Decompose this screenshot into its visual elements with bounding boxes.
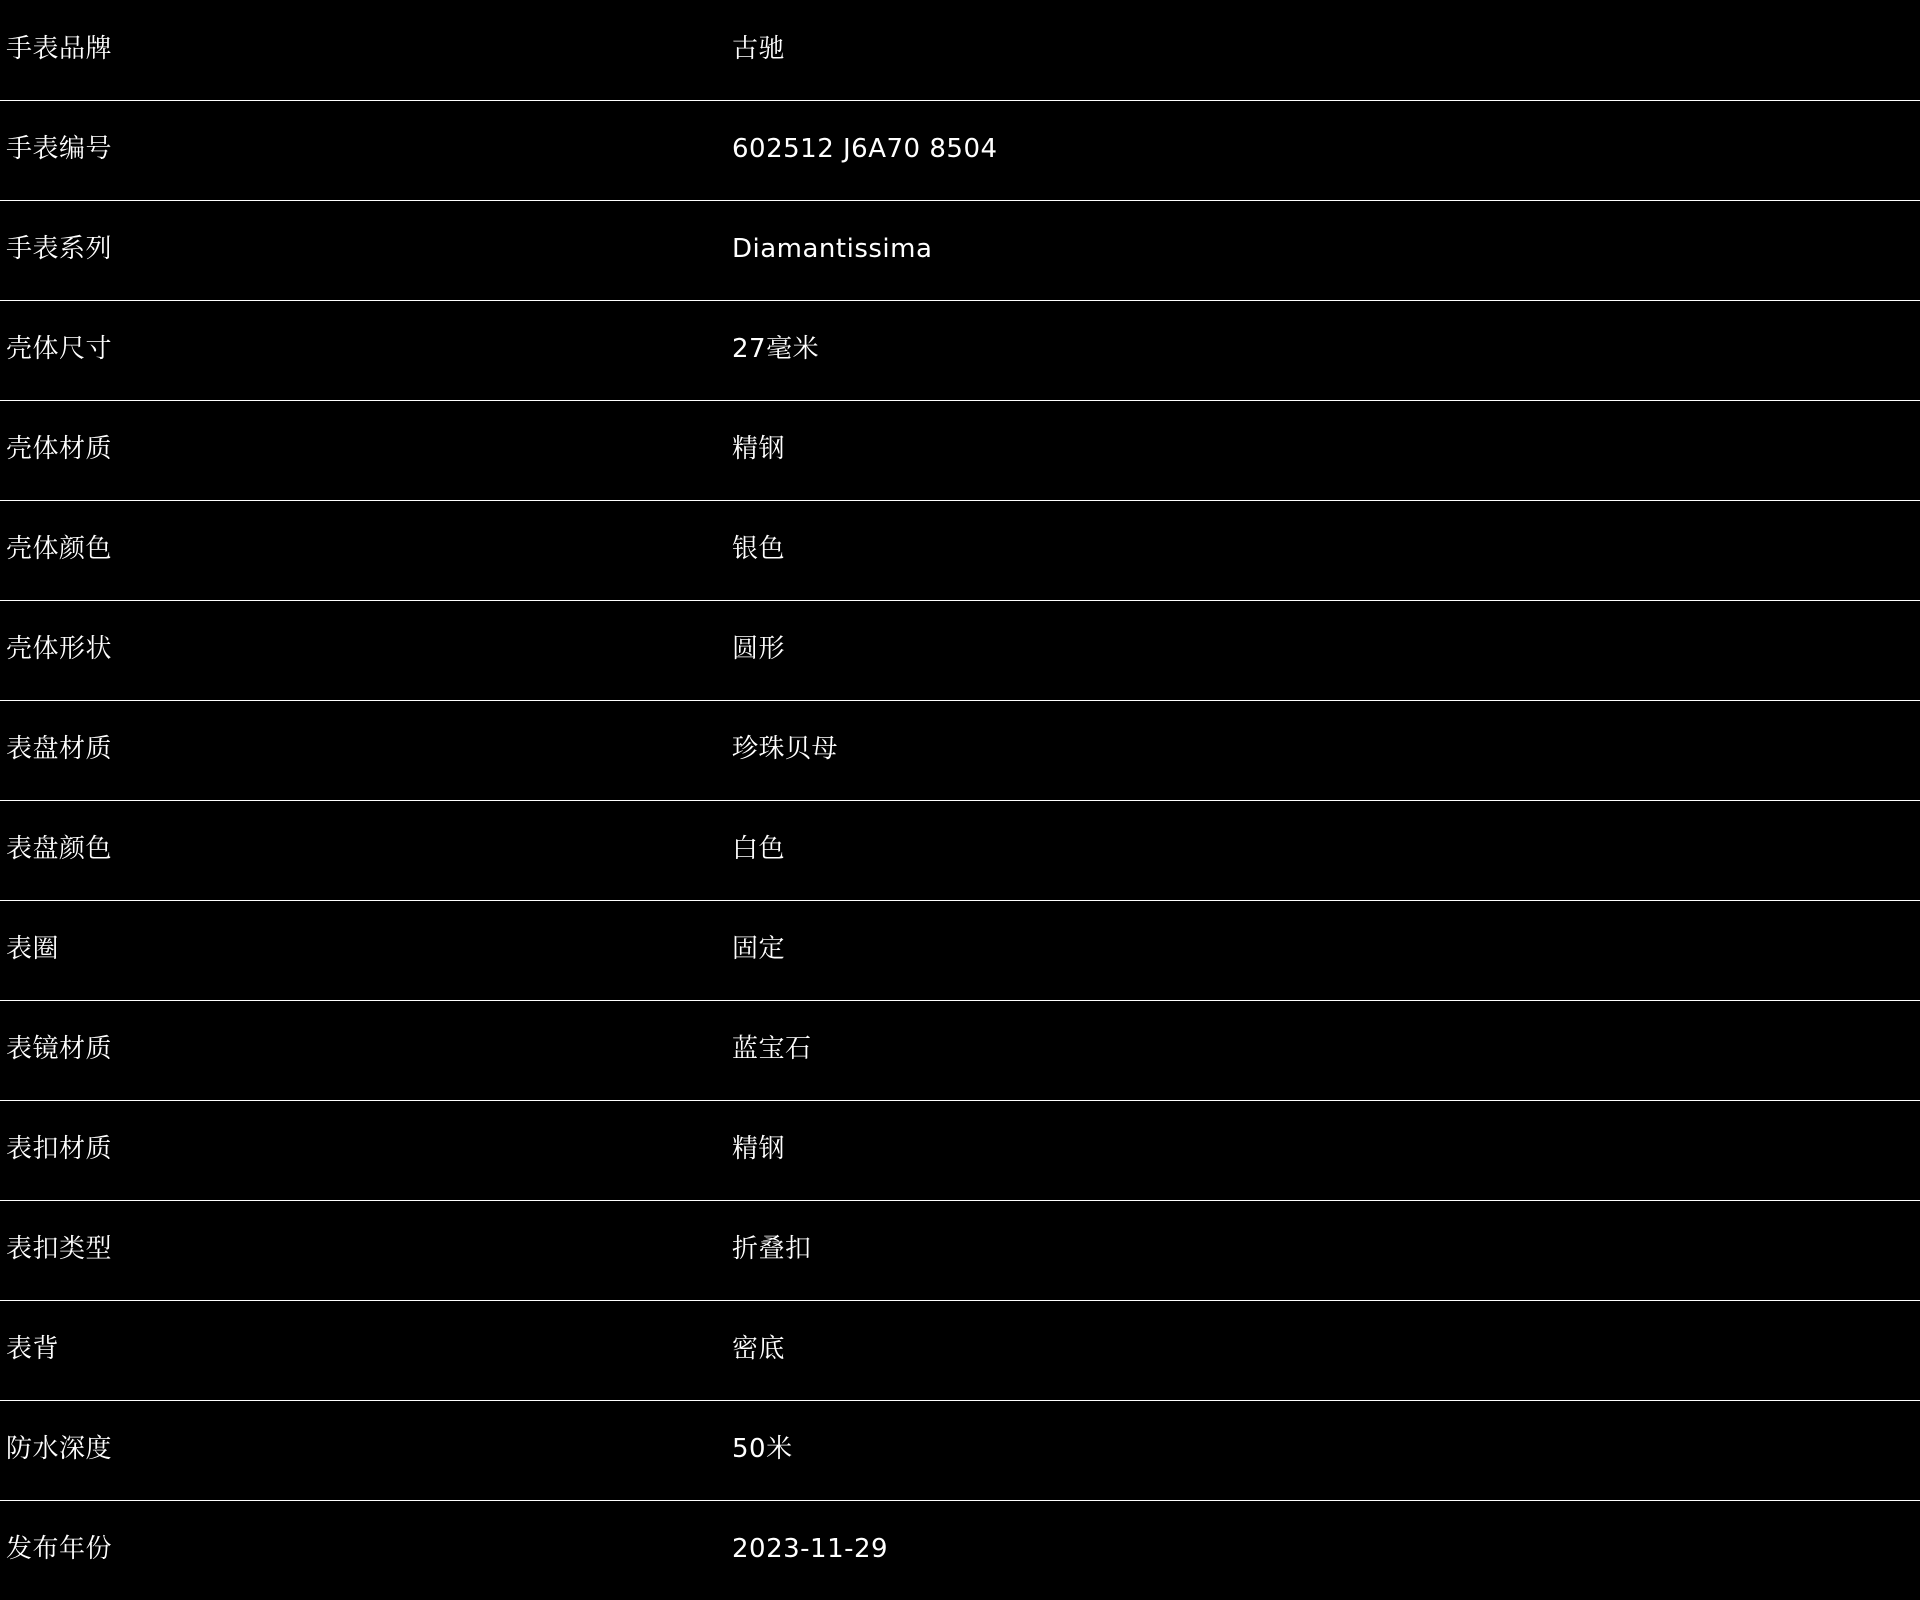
spec-label: 手表编号 xyxy=(0,100,406,200)
spec-value-text: Diamantissima xyxy=(732,234,933,265)
spec-value-text: 固定 xyxy=(732,934,786,965)
table-row xyxy=(0,1000,1920,1100)
spec-value-text: 古驰 xyxy=(732,33,786,64)
spec-label: 表圈 xyxy=(0,900,406,1000)
spec-label: 表扣材质 xyxy=(0,1100,406,1200)
spec-label: 防水深度 xyxy=(0,1400,406,1500)
spec-label: 表盘材质 xyxy=(0,700,406,800)
spec-value xyxy=(406,1100,1920,1200)
spec-value xyxy=(406,1400,1920,1500)
table-row xyxy=(0,100,1920,200)
spec-value xyxy=(406,300,1920,400)
spec-value-text: 珍珠贝母 xyxy=(732,734,839,765)
spec-value-text: 折叠扣 xyxy=(732,1234,812,1265)
spec-value-text: 50米 xyxy=(732,1434,793,1465)
spec-value xyxy=(406,100,1920,200)
table-row xyxy=(0,300,1920,400)
spec-value xyxy=(406,500,1920,600)
table-row xyxy=(0,1300,1920,1400)
spec-value-text: 圆形 xyxy=(732,634,786,665)
spec-value xyxy=(406,800,1920,900)
spec-label: 壳体形状 xyxy=(0,600,406,700)
table-row xyxy=(0,1500,1920,1600)
spec-value xyxy=(406,1000,1920,1100)
spec-value xyxy=(406,900,1920,1000)
table-row xyxy=(0,1400,1920,1500)
spec-label: 壳体尺寸 xyxy=(0,300,406,400)
spec-value-text: 密底 xyxy=(732,1334,786,1365)
table-row xyxy=(0,700,1920,800)
spec-label: 表背 xyxy=(0,1300,406,1400)
spec-value xyxy=(406,1200,1920,1300)
spec-label: 发布年份 xyxy=(0,1500,406,1600)
spec-label: 表盘颜色 xyxy=(0,800,406,900)
table-row xyxy=(0,900,1920,1000)
table-row xyxy=(0,500,1920,600)
spec-value xyxy=(406,700,1920,800)
spec-value-text: 27毫米 xyxy=(732,334,820,365)
spec-value xyxy=(406,1300,1920,1400)
spec-value xyxy=(406,600,1920,700)
spec-label: 壳体材质 xyxy=(0,400,406,500)
spec-value-text: 2023-11-29 xyxy=(732,1534,889,1565)
spec-value xyxy=(406,0,1920,100)
spec-label: 表镜材质 xyxy=(0,1000,406,1100)
spec-value xyxy=(406,400,1920,500)
table-row xyxy=(0,1100,1920,1200)
spec-value-text: 精钢 xyxy=(732,434,786,465)
table-row xyxy=(0,400,1920,500)
table-row xyxy=(0,800,1920,900)
spec-value-text: 银色 xyxy=(732,534,786,565)
spec-value xyxy=(406,1500,1920,1600)
spec-value xyxy=(406,200,1920,300)
table-row xyxy=(0,600,1920,700)
table-row xyxy=(0,1200,1920,1300)
spec-label: 手表系列 xyxy=(0,200,406,300)
table-row xyxy=(0,200,1920,300)
spec-label: 壳体颜色 xyxy=(0,500,406,600)
table-row xyxy=(0,0,1920,100)
spec-value-text: 精钢 xyxy=(732,1134,786,1165)
spec-label: 表扣类型 xyxy=(0,1200,406,1300)
spec-value-text: 蓝宝石 xyxy=(732,1034,812,1065)
spec-value-text: 602512 J6A70 8504 xyxy=(732,134,998,165)
spec-value-text: 白色 xyxy=(732,834,786,865)
spec-label: 手表品牌 xyxy=(0,0,406,100)
